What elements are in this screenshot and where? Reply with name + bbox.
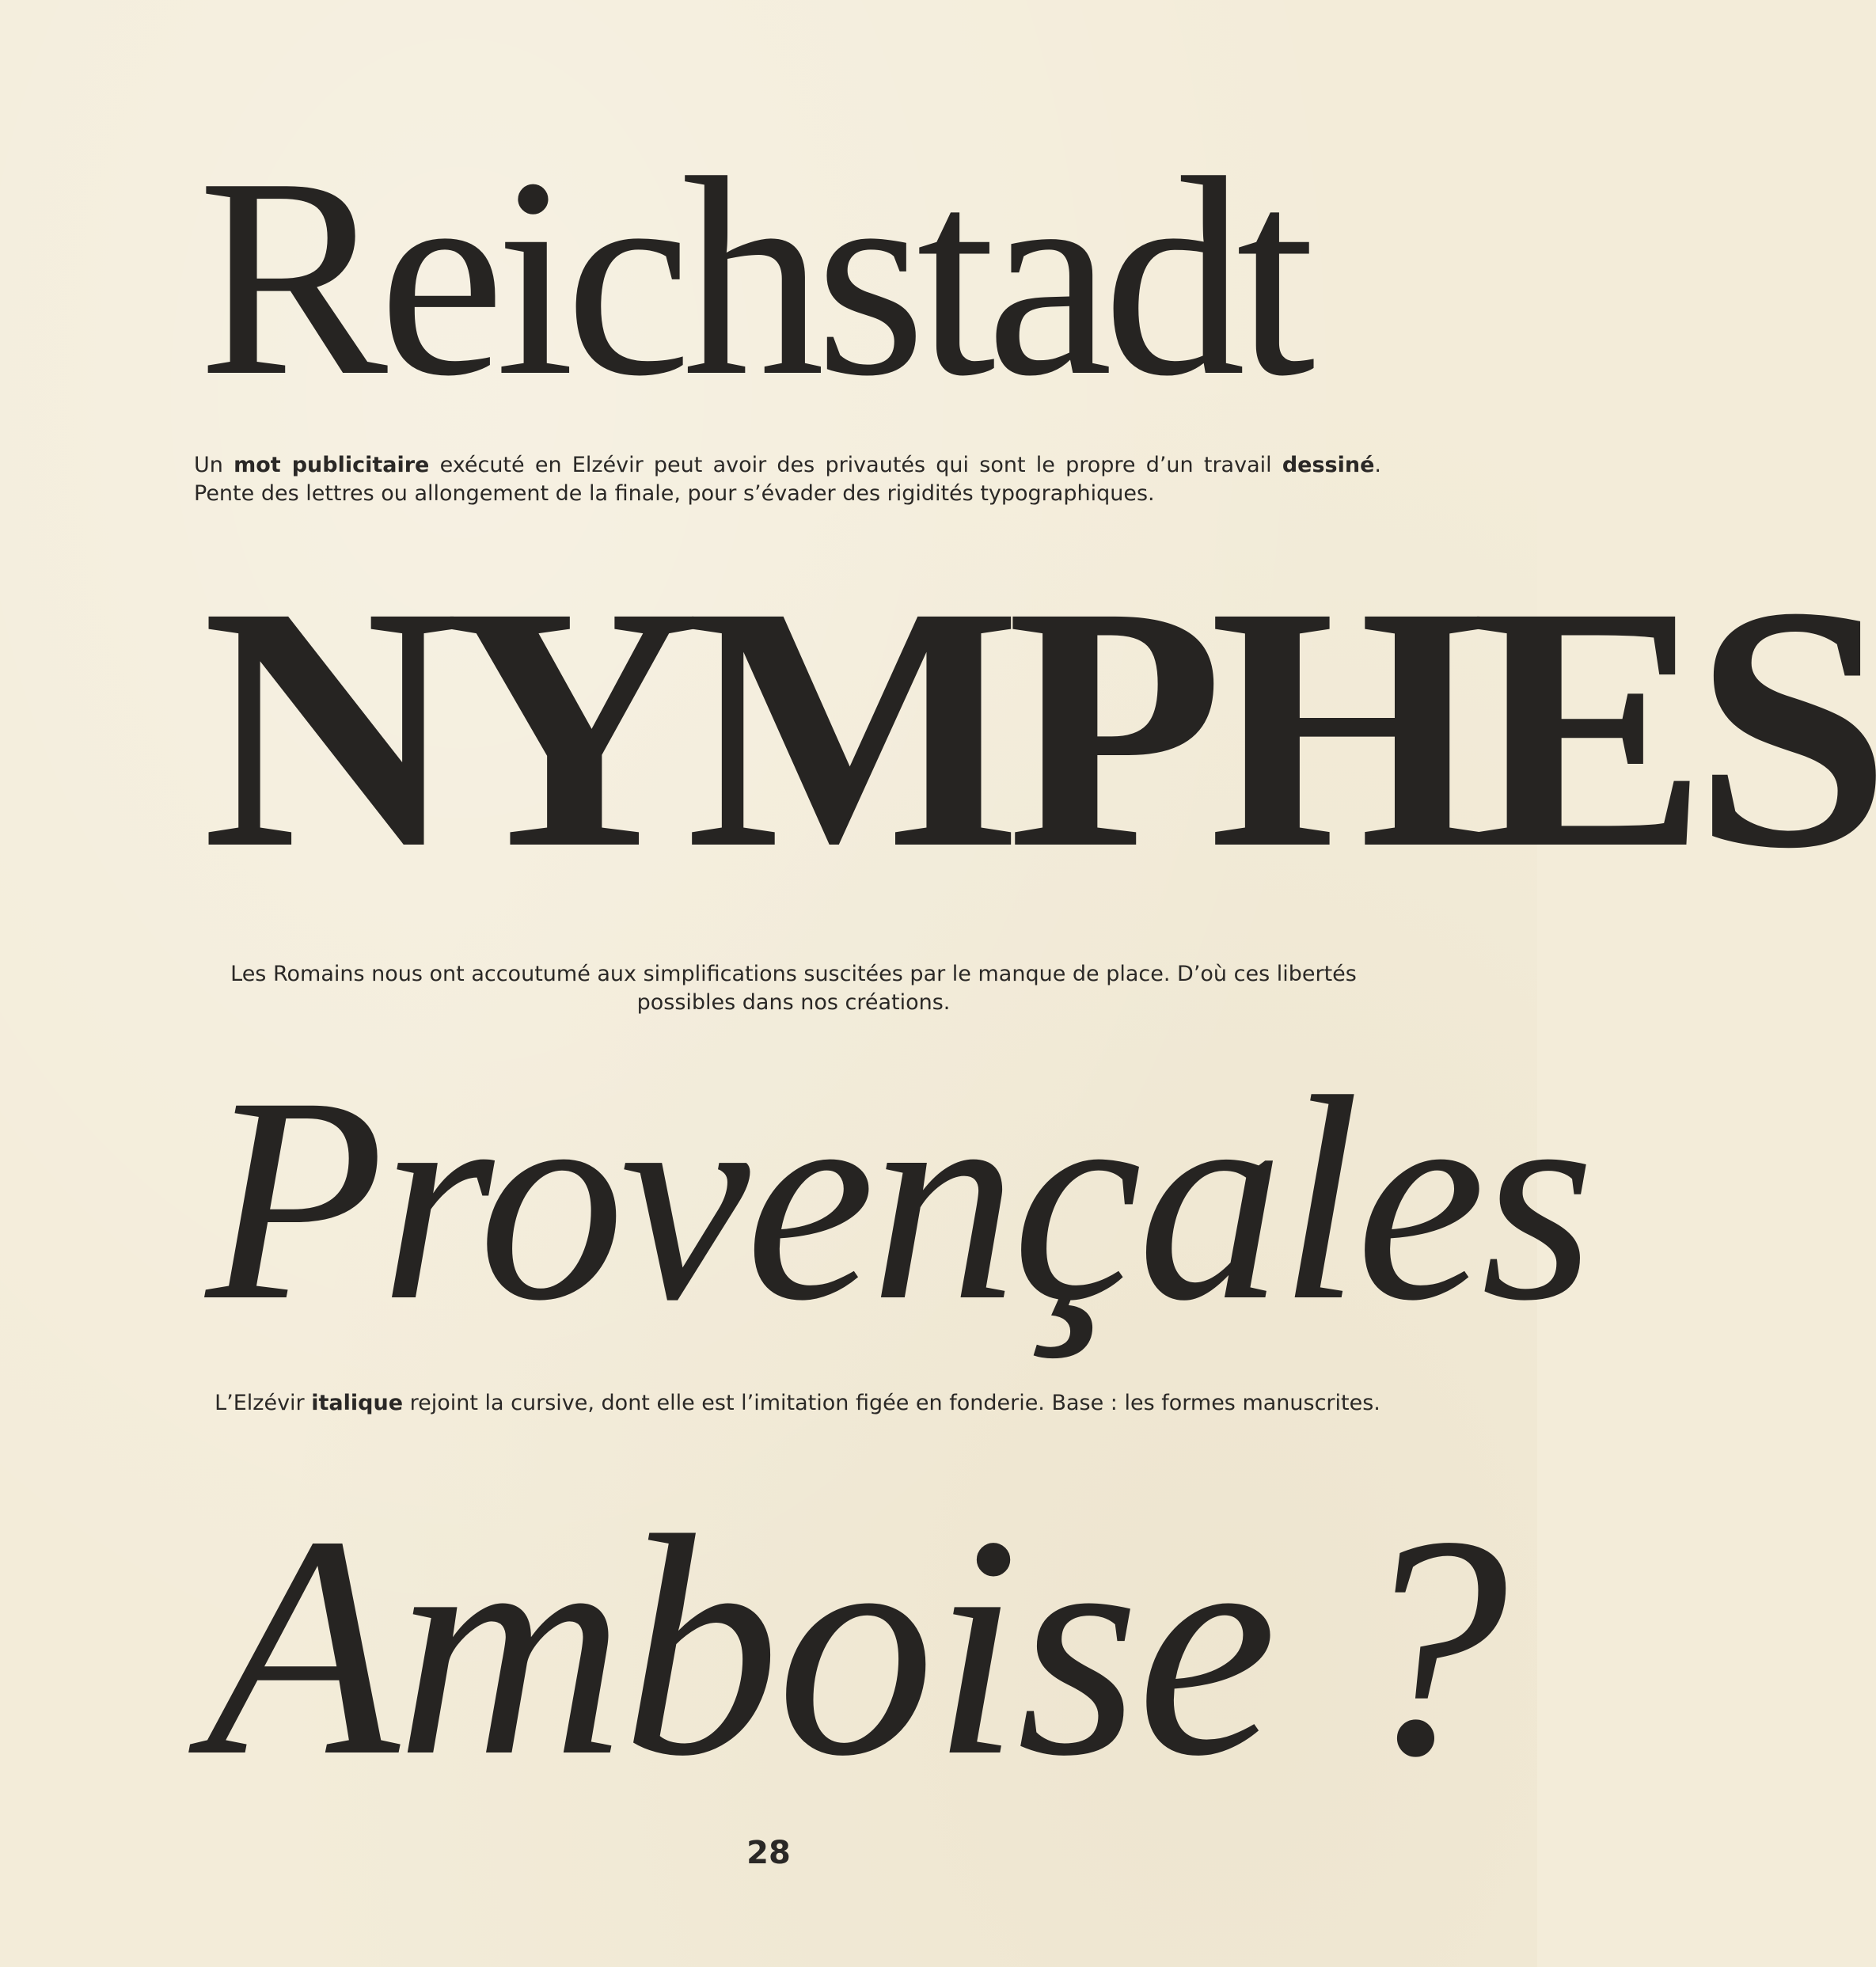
display-word-amboise: Amboise ?	[206, 1471, 1506, 1821]
display-word-provencales: Provençales	[206, 1037, 1590, 1361]
caption-text: L’Elzévir	[215, 1391, 312, 1415]
display-word-nymphes: NYMPHES	[202, 535, 1876, 921]
caption-nymphes: Les Romains nous ont accoutumé aux simplifications suscitées par le manque de place. D’où ces libertés possibles dans nos créations.	[230, 962, 1357, 1015]
caption-text: Un	[194, 453, 234, 477]
caption-bold-text: dessiné	[1282, 453, 1375, 477]
caption-text: . Pente des lettres ou allongement de la finale, pour s’évader des rigidités typographiques.	[194, 453, 1381, 506]
caption-provencales	[202, 1389, 1393, 1418]
caption-text: exécuté en Elzévir peut avoir des privautés qui sont le propre d’un travail	[429, 453, 1282, 477]
caption-reichstadt	[194, 451, 1381, 508]
caption-bold-text: italique	[311, 1391, 404, 1415]
caption-text: rejoint la cursive, dont elle est l’imitation figée en fonderie. Base : les formes manuscrites.	[403, 1391, 1380, 1415]
caption-bold-text: mot publicitaire	[234, 453, 430, 477]
display-word-reichstadt: Reichstadt	[198, 119, 1306, 435]
page-number: 28	[746, 1835, 791, 1871]
